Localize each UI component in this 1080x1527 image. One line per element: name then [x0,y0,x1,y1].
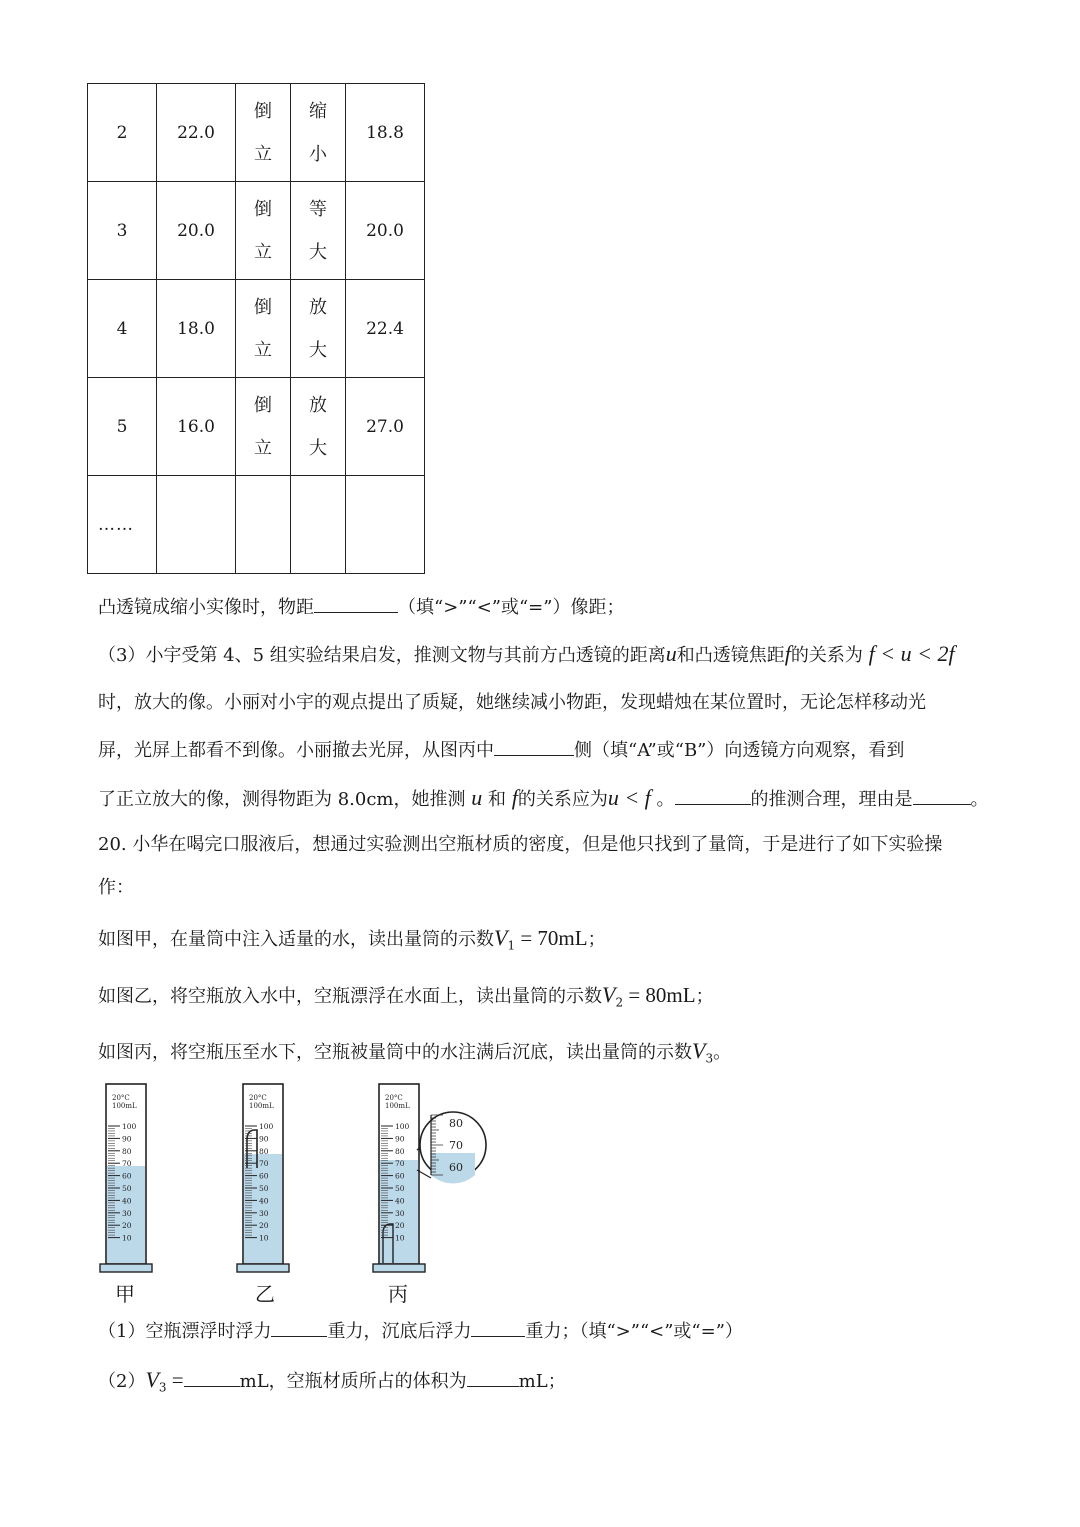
tick-label: 30 [395,1208,405,1218]
cylinder-bing [373,1084,431,1272]
cell-index: 3 [88,182,157,280]
answer-blank[interactable] [467,1366,519,1387]
tick-label: 50 [259,1184,269,1193]
line-q3-cont2: 屏，光屏上都看不到像。小丽撤去光屏，从图丙中 侧（填“A”或“B”）向透镜方向观察，看到 [98,735,904,764]
tick-label: 80 [122,1146,132,1156]
tick-label: 60 [122,1171,132,1181]
step-bing: 如图丙，将空瓶压至水下，空瓶被量筒中的水注满后沉底，读出量筒的示数$V_3$。 [98,1038,732,1066]
cylinder-figures [88,1078,508,1310]
cylinder-head-label: 100mL [112,1102,137,1110]
q20-line2: 作： [98,877,134,898]
answer-blank[interactable] [271,1316,327,1337]
answer-blank[interactable] [913,784,971,805]
caption-bing: 丙 [388,1282,408,1306]
cylinder-jia [100,1084,152,1272]
step-jia: 如图甲，在量筒中注入适量的水，读出量筒的示数$V_1 = 70mL$； [98,925,606,953]
table-row [88,476,425,574]
table-row [88,378,425,476]
tick-label: 20 [122,1221,132,1231]
caption-jia: 甲 [115,1282,135,1306]
cell-index: 4 [88,280,157,378]
cell-orientation: 倒 立 [236,182,291,280]
cell-image-distance: 27.0 [346,378,425,476]
tick-label: 10 [395,1233,405,1243]
cell-orientation: 倒 立 [236,280,291,378]
tick-label: 20 [259,1221,269,1231]
line-q3-cont1: 时，放大的像。小丽对小宇的观点提出了质疑，她继续减小物距，发现蜡烛在某位置时，无论怎样移动光 [98,692,926,713]
line-q3: （3）小宇受第 4、5 组实验结果启发，推测文物与其前方凸透镜的距离u和凸透镜焦距f的关系为 f < u < 2f [98,641,955,666]
tick-label: 100 [122,1122,137,1131]
cell-image-distance: 22.4 [346,280,425,378]
question-2: $(2)V_3$ = mL，空瓶材质所占的体积为 mL； [98,1367,566,1395]
tick-label: 50 [122,1184,132,1193]
tick-label: 60 [259,1171,269,1181]
line-convex-lens: 凸透镜成缩小实像时，物距 （填“>”“<”或“=”）像距； [98,592,624,621]
table-row [88,280,425,378]
data-table [87,83,425,574]
cell-size: 放 大 [291,378,346,476]
cell-orientation: 倒 立 [236,84,291,182]
cell-index: 2 [88,84,157,182]
tick-label: 10 [122,1233,132,1243]
step-yi: 如图乙，将空瓶放入水中，空瓶漂浮在水面上，读出量筒的示数$V_2 = 80mL$； [98,982,714,1010]
cell-ellipsis: …… [88,476,157,574]
tick-label: 40 [259,1196,269,1206]
cell-size: 放 大 [291,280,346,378]
zoom-label-60: 60 [449,1161,463,1174]
cell-object-distance: 16.0 [157,378,236,476]
answer-blank[interactable] [471,1316,525,1337]
cell-image-distance: 20.0 [346,182,425,280]
tick-label: 70 [122,1159,132,1169]
q20-line1: 20. 小华在喝完口服液后，想通过实验测出空瓶材质的密度，但是他只找到了量筒，于是进行了如下实验操 [98,834,943,855]
tick-label: 90 [259,1134,269,1144]
answer-blank[interactable] [675,784,751,805]
tick-label: 80 [395,1146,405,1156]
zoom-label-70: 70 [449,1139,463,1152]
cell-index: 5 [88,378,157,476]
cell-size: 缩 小 [291,84,346,182]
answer-blank[interactable] [494,735,574,756]
cylinder-head-label: 20°C [249,1094,267,1102]
tick-label: 40 [395,1196,405,1206]
cell-object-distance: 20.0 [157,182,236,280]
table-row [88,182,425,280]
tick-label: 90 [122,1134,132,1144]
cylinder-head-label: 100mL [249,1102,274,1110]
tick-label: 10 [259,1233,269,1243]
cylinder-head-label: 20°C [112,1094,130,1102]
zoom-label-80: 80 [449,1117,463,1130]
cell-object-distance: 22.0 [157,84,236,182]
tick-label: 30 [259,1208,269,1218]
cell-image-distance: 18.8 [346,84,425,182]
tick-label: 80 [259,1146,269,1156]
tick-label: 90 [395,1134,405,1144]
line-q3-cont3: 了正立放大的像，测得物距为 8.0cm，她推测 u 和 f的关系应为u < f 。 的推测合理，理由是 。 [98,785,989,810]
tick-label: 100 [395,1122,410,1131]
cylinder-yi [237,1084,289,1272]
question-1: （1）空瓶漂浮时浮力 重力，沉底后浮力 重力；（填“>”“<”或“=”） [98,1316,743,1345]
tick-label: 70 [259,1159,269,1169]
tick-label: 60 [395,1171,405,1181]
tick-label: 70 [395,1159,405,1169]
tick-label: 30 [122,1208,132,1218]
cylinder-head-label: 100mL [385,1102,410,1110]
tick-label: 100 [259,1122,274,1131]
zoom-reading [420,1112,486,1183]
answer-blank[interactable] [314,592,398,613]
tick-label: 50 [395,1184,405,1193]
cell-size: 等 大 [291,182,346,280]
tick-label: 20 [395,1221,405,1231]
cell-object-distance: 18.0 [157,280,236,378]
answer-blank[interactable] [184,1366,240,1387]
cell-orientation: 倒 立 [236,378,291,476]
cylinder-head-label: 20°C [385,1094,403,1102]
caption-yi: 乙 [255,1282,275,1306]
tick-label: 40 [122,1196,132,1206]
table-row [88,84,425,182]
